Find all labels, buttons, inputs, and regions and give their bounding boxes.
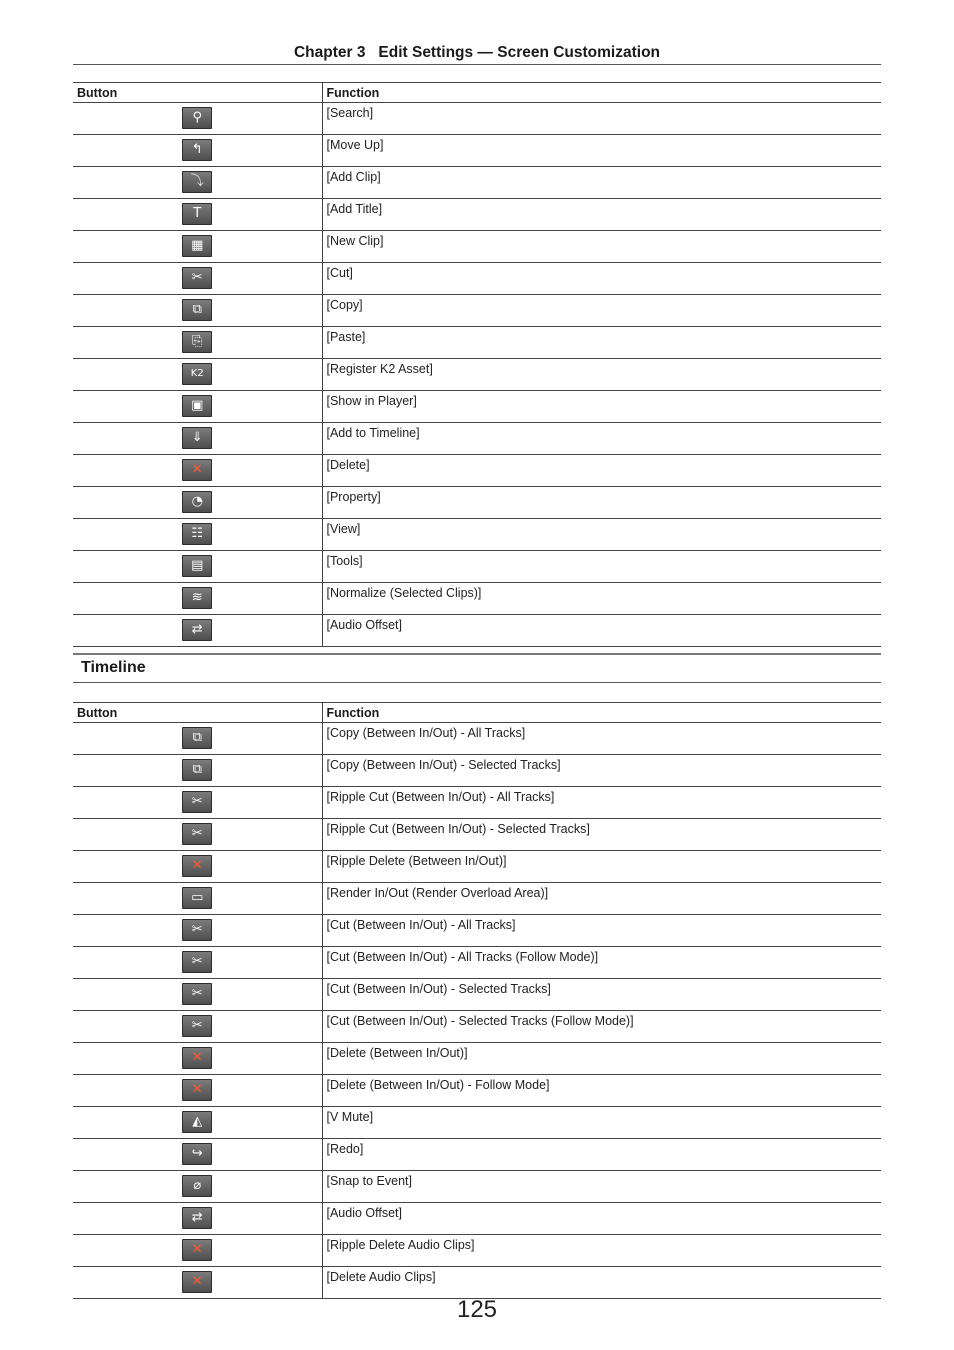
button-cell xyxy=(73,819,322,851)
button-cell xyxy=(73,1075,322,1107)
button-cell xyxy=(73,723,322,755)
function-cell: [Ripple Cut (Between In/Out) - All Tracks] xyxy=(322,787,881,819)
button-cell xyxy=(73,615,322,647)
timeline-buttons-table xyxy=(73,702,881,1299)
table-header-row xyxy=(73,83,881,103)
table-row xyxy=(73,263,881,295)
ripple-delete-audio-clips-icon: ✕ xyxy=(182,1239,212,1261)
function-cell: [Cut] xyxy=(322,263,881,295)
header-divider xyxy=(73,64,881,65)
function-cell: [Delete Audio Clips] xyxy=(322,1267,881,1299)
function-cell: [Render In/Out (Render Overload Area)] xyxy=(322,883,881,915)
function-cell: [Ripple Cut (Between In/Out) - Selected Tracks] xyxy=(322,819,881,851)
table-row xyxy=(73,723,881,755)
table-header-row xyxy=(73,703,881,723)
button-cell xyxy=(73,551,322,583)
delete-audio-clips-icon: ✕ xyxy=(182,1271,212,1293)
v-mute-icon: ◭ xyxy=(182,1111,212,1133)
move-up-icon: ↰ xyxy=(182,139,212,161)
table-row xyxy=(73,583,881,615)
section-title: Timeline xyxy=(81,659,146,676)
chapter-header: Chapter 3 Edit Settings — Screen Customization xyxy=(293,44,661,61)
column-header-function: Function xyxy=(322,83,881,103)
button-cell xyxy=(73,947,322,979)
tools-icon: ▤ xyxy=(182,555,212,577)
function-cell: [Property] xyxy=(322,487,881,519)
table-row xyxy=(73,135,881,167)
button-cell xyxy=(73,263,322,295)
button-cell xyxy=(73,359,322,391)
table-row xyxy=(73,787,881,819)
delete-in-out-follow-icon: ✕ xyxy=(182,1079,212,1101)
delete-icon: ✕ xyxy=(182,459,212,481)
table-row xyxy=(73,1043,881,1075)
table-row xyxy=(73,1267,881,1299)
button-cell xyxy=(73,1171,322,1203)
table-row xyxy=(73,947,881,979)
button-cell xyxy=(73,755,322,787)
property-icon: ◔ xyxy=(182,491,212,513)
table-row xyxy=(73,615,881,647)
button-cell xyxy=(73,327,322,359)
function-cell: [Redo] xyxy=(322,1139,881,1171)
button-cell xyxy=(73,1043,322,1075)
render-in-out-icon: ▭ xyxy=(182,887,212,909)
function-cell: [Cut (Between In/Out) - Selected Tracks] xyxy=(322,979,881,1011)
toolbar-buttons-table xyxy=(73,82,881,647)
column-header-button: Button xyxy=(73,83,322,103)
function-cell: [Ripple Delete Audio Clips] xyxy=(322,1235,881,1267)
table-row xyxy=(73,551,881,583)
table-row xyxy=(73,103,881,135)
column-header-function: Function xyxy=(322,703,881,723)
column-header-button: Button xyxy=(73,703,322,723)
table-row xyxy=(73,231,881,263)
function-cell: [Delete (Between In/Out) - Follow Mode] xyxy=(322,1075,881,1107)
audio-offset-icon: ⇄ xyxy=(182,1207,212,1229)
function-cell: [V Mute] xyxy=(322,1107,881,1139)
table-row xyxy=(73,1235,881,1267)
function-cell: [Delete] xyxy=(322,455,881,487)
function-cell: [Cut (Between In/Out) - All Tracks (Follow Mode)] xyxy=(322,947,881,979)
table-row xyxy=(73,295,881,327)
register-k2-asset-icon: K2 xyxy=(182,363,212,385)
timeline-section-header xyxy=(73,653,881,683)
function-cell: [View] xyxy=(322,519,881,551)
audio-offset-icon: ⇄ xyxy=(182,619,212,641)
function-cell: [New Clip] xyxy=(322,231,881,263)
cut-all-tracks-icon: ✂ xyxy=(182,919,212,941)
function-cell: [Add Title] xyxy=(322,199,881,231)
function-cell: [Tools] xyxy=(322,551,881,583)
button-cell xyxy=(73,199,322,231)
delete-in-out-icon: ✕ xyxy=(182,1047,212,1069)
button-cell xyxy=(73,979,322,1011)
button-cell xyxy=(73,295,322,327)
table-row xyxy=(73,1075,881,1107)
table-row xyxy=(73,359,881,391)
button-cell xyxy=(73,883,322,915)
button-cell xyxy=(73,583,322,615)
cut-selected-tracks-icon: ✂ xyxy=(182,983,212,1005)
button-cell xyxy=(73,423,322,455)
table-row xyxy=(73,1139,881,1171)
normalize-icon: ≋ xyxy=(182,587,212,609)
search-icon: ⚲ xyxy=(182,107,212,129)
page-number: 125 xyxy=(456,1296,498,1323)
table-row xyxy=(73,1107,881,1139)
button-cell xyxy=(73,1235,322,1267)
add-title-icon: T xyxy=(182,203,212,225)
table-row xyxy=(73,167,881,199)
function-cell: [Copy (Between In/Out) - All Tracks] xyxy=(322,723,881,755)
function-cell: [Normalize (Selected Clips)] xyxy=(322,583,881,615)
button-cell xyxy=(73,1139,322,1171)
button-cell xyxy=(73,1107,322,1139)
button-cell xyxy=(73,787,322,819)
ripple-cut-selected-tracks-icon: ✂ xyxy=(182,823,212,845)
function-cell: [Cut (Between In/Out) - All Tracks] xyxy=(322,915,881,947)
function-cell: [Ripple Delete (Between In/Out)] xyxy=(322,851,881,883)
table-row xyxy=(73,391,881,423)
function-cell: [Add to Timeline] xyxy=(322,423,881,455)
function-cell: [Cut (Between In/Out) - Selected Tracks (Follow Mode)] xyxy=(322,1011,881,1043)
button-cell xyxy=(73,851,322,883)
button-cell xyxy=(73,231,322,263)
add-to-timeline-icon: ⇓ xyxy=(182,427,212,449)
paste-icon: ⎘ xyxy=(182,331,212,353)
ripple-delete-icon: ✕ xyxy=(182,855,212,877)
function-cell: [Show in Player] xyxy=(322,391,881,423)
redo-icon: ↪ xyxy=(182,1143,212,1165)
button-cell xyxy=(73,1203,322,1235)
button-cell xyxy=(73,1267,322,1299)
function-cell: [Add Clip] xyxy=(322,167,881,199)
table-row xyxy=(73,487,881,519)
function-cell: [Audio Offset] xyxy=(322,1203,881,1235)
view-icon: ☷ xyxy=(182,523,212,545)
table-row xyxy=(73,1171,881,1203)
button-cell xyxy=(73,487,322,519)
function-cell: [Delete (Between In/Out)] xyxy=(322,1043,881,1075)
table-row xyxy=(73,423,881,455)
button-cell xyxy=(73,103,322,135)
button-cell xyxy=(73,915,322,947)
table-row xyxy=(73,455,881,487)
new-clip-icon: ▦ xyxy=(182,235,212,257)
function-cell: [Copy (Between In/Out) - Selected Tracks] xyxy=(322,755,881,787)
table-row xyxy=(73,979,881,1011)
table-row xyxy=(73,327,881,359)
button-cell xyxy=(73,1011,322,1043)
cut-selected-tracks-follow-icon: ✂ xyxy=(182,1015,212,1037)
show-in-player-icon: ▣ xyxy=(182,395,212,417)
function-cell: [Search] xyxy=(322,103,881,135)
ripple-cut-all-tracks-icon: ✂ xyxy=(182,791,212,813)
function-cell: [Move Up] xyxy=(322,135,881,167)
button-cell xyxy=(73,391,322,423)
button-cell xyxy=(73,455,322,487)
copy-icon: ⧉ xyxy=(182,299,212,321)
table-row xyxy=(73,915,881,947)
table-row xyxy=(73,1011,881,1043)
table-row xyxy=(73,883,881,915)
table-row xyxy=(73,1203,881,1235)
add-clip-icon: ⤵ xyxy=(182,171,212,193)
copy-selected-tracks-icon: ⧉ xyxy=(182,759,212,781)
function-cell: [Audio Offset] xyxy=(322,615,881,647)
cut-all-tracks-follow-icon: ✂ xyxy=(182,951,212,973)
function-cell: [Copy] xyxy=(322,295,881,327)
button-cell xyxy=(73,167,322,199)
copy-all-tracks-icon: ⧉ xyxy=(182,727,212,749)
table-row xyxy=(73,519,881,551)
table-row xyxy=(73,755,881,787)
table-row xyxy=(73,851,881,883)
button-cell xyxy=(73,135,322,167)
function-cell: [Register K2 Asset] xyxy=(322,359,881,391)
snap-to-event-icon: ⌀ xyxy=(182,1175,212,1197)
function-cell: [Paste] xyxy=(322,327,881,359)
table-row xyxy=(73,199,881,231)
cut-icon: ✂ xyxy=(182,267,212,289)
function-cell: [Snap to Event] xyxy=(322,1171,881,1203)
table-row xyxy=(73,819,881,851)
button-cell xyxy=(73,519,322,551)
